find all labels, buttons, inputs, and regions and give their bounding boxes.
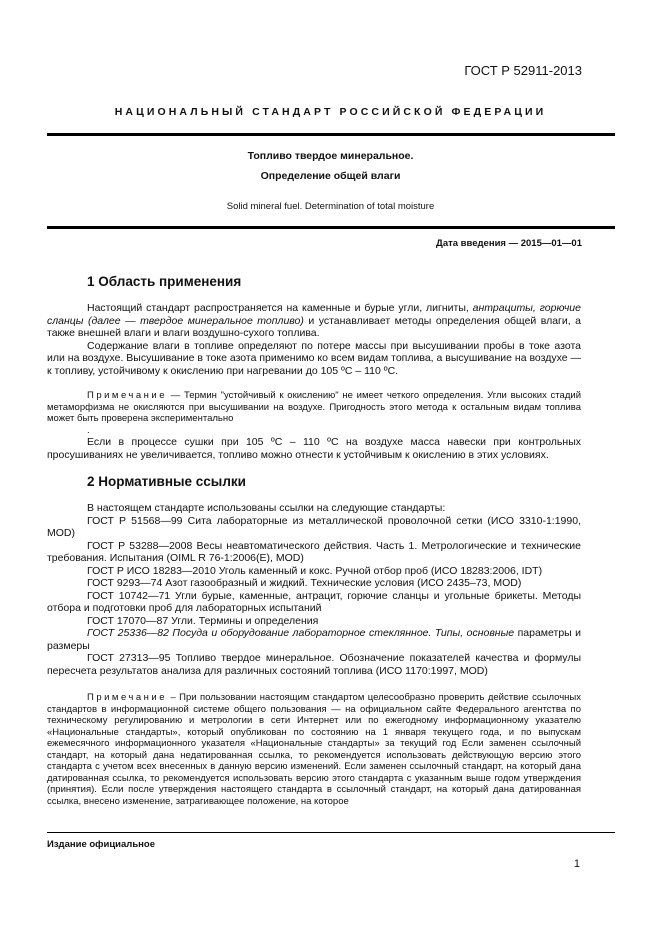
top-divider [47,133,615,136]
document-title-line1: Топливо твердое минеральное. [247,150,414,162]
page-number: 1 [573,858,580,870]
reference-item: ГОСТ Р 51568—99 Сита лабораторные из металлической проволочной сетки (ИСО 3310-1:1990, MOD) [47,514,581,539]
section1-paragraph1: Настоящий стандарт распространяется на каменные и бурые угли, лигниты, антрациты, горючие сланцы (далее — твердое минеральное топливо) и устанавливает методы определения общей влаги, а также внешней влаги и влаги воздушно-сухого топлива. [47,302,581,339]
section1-paragraph3: Если в процессе сушки при 105 ºС – 110 ºС на воздухе масса навески при контрольных просушиваниях не увеличивается, топливо можно отнести к устойчивым к окислению в этих условиях. [47,436,581,461]
reference-item: ГОСТ 10742—71 Угли бурые, каменные, антрацит, горючие сланцы и угольные брикеты. Методы отбора и подготовки проб для лабораторных испытаний [47,589,581,614]
reference-item: ГОСТ Р 53288—2008 Весы неавтоматического действия. Часть 1. Метрологические и технические требования. Испытания (OIML R 76-1:2006(Е), MOD) [47,539,581,564]
section2-intro: В настоящем стандарте использованы ссылки на следующие стандарты: [87,502,446,514]
note-label: Примечание [87,390,167,401]
publisher-note: Издание официальное [47,839,155,850]
reference-item: ГОСТ 27313—95 Топливо твердое минеральное. Обозначение показателей качества и формулы пересчета результатов анализа для различных состояний топлива (ИСО 1170:1997, MOD) [47,652,581,677]
document-code: ГОСТ Р 52911-2013 [464,63,582,78]
document-title-line2: Определение общей влаги [260,170,401,182]
national-standard-heading: НАЦИОНАЛЬНЫЙ СТАНДАРТ РОССИЙСКОЙ ФЕДЕРАЦИИ [114,106,547,118]
date-of-introduction: Дата введения — 2015—01—01 [436,238,582,249]
reference-item: ГОСТ 9293—74 Азот газообразный и жидкий. Технические условия (ИСО 2435–73, MOD) [87,577,522,589]
note-dot: . [87,424,90,436]
section2-note: Примечание – При пользовании настоящим стандартом целесообразно проверить действие ссылочных стандартов в информационной системе общего пользования — на официальном сайте Федерального агентства по техническому регулированию и метрологии в сети Интернет или по ежегодному информационному указателю «Национальные стандарты», который опубликован по состоянию на 1 января текущего года, и по выпускам ежемесячного информационного указателя «Национальные стандарты» за текущий год Если заменен ссылочный стандарт, на который дана недатированная ссылка, то рекомендуется использовать действующую версию этого стандарта с учетом всех внесенных в данную версию изменений. Если заменен ссылочный стандарт, на который дана датированная ссылка, то рекомендуется использовать версию этого стандарта с указанным выше годом утверждения (принятия). Если после утверждения настоящего стандарта в ссылочный стандарт, на который дана датированная ссылка, внесено изменение, затрагивающее положение, на которое [47,692,581,807]
section1-body [47,302,581,377]
section1-paragraph2: Содержание влаги в топливе определяют по потере массы при высушивании пробы в токе азота или на воздухе. Высушивание в токе азота применимо ко всем видам топлива, а высушивание на воздухе — к топливу, устойчивому к окислению при нагревании до 105 ºС – 110 ºС. [47,339,581,377]
italic-fuel-types: антрациты, горючие сланцы (далее — твердое минеральное топливо) [47,302,581,327]
section2-heading: 2 Нормативные ссылки [87,474,246,489]
reference-item-italic: ГОСТ 25336—82 Посуда и оборудование лабораторное стеклянное. Типы, основные параметры и размеры [47,627,582,652]
footer-divider [47,832,615,833]
document-title-english: Solid mineral fuel. Determination of total moisture [226,201,435,212]
reference-item: ГОСТ 17070—87 Угли. Термины и определения [87,614,319,627]
note-label: Примечание [87,692,167,703]
section1-body-2 [47,436,581,461]
section1-heading: 1 Область применения [87,274,242,289]
section2-body [47,502,581,677]
reference-item: ГОСТ Р ИСО 18283—2010 Уголь каменный и кокс. Ручной отбор проб (ИСО 18283:2006, IDT) [87,564,543,577]
title-divider [47,226,615,229]
section1-note: Примечание — Термин "устойчивый к окислению" не имеет четкого определения. Угли высоких стадий метаморфизма не окисляются при высушивании на воздухе. Пригодность этого метода к остальным видам топлива может быть проверена экспериментально . [47,390,581,436]
